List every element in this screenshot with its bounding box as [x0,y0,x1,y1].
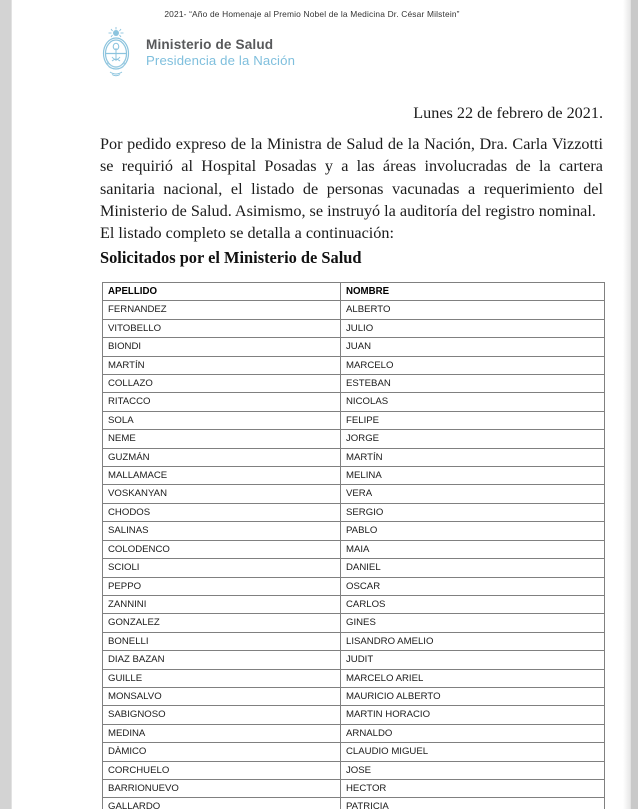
table-row [103,485,605,503]
cell-apellido: SALINAS [103,522,341,540]
vaccinated-list-table-wrapper [102,282,604,809]
national-year-legend: 2021- “Año de Homenaje al Premio Nobel de la Medicina Dr. César Milstein” [164,9,460,19]
ministry-name: Ministerio de Salud [146,36,274,52]
cell-apellido: VOSKANYAN [103,485,341,503]
cell-nombre: JUAN [341,338,605,356]
cell-nombre: ALBERTO [341,301,605,319]
cell-nombre: CLAUDIO MIGUEL [341,743,605,761]
cell-apellido: CORCHUELO [103,761,341,779]
cell-apellido: SOLA [103,411,341,429]
presidency-name: Presidencia de la Nación [146,52,296,68]
document-date: Lunes 22 de febrero de 2021. [413,104,603,122]
cell-nombre: FELIPE [341,411,605,429]
table-row [103,669,605,687]
cell-nombre: GINES [341,614,605,632]
cell-nombre: JOSE [341,761,605,779]
ministry-logo [95,26,295,79]
cell-nombre: OSCAR [341,577,605,595]
cell-apellido: DÀMICO [103,743,341,761]
table-row [103,724,605,742]
body-paragraph-2: El listado completo se detalla a continuación: [100,224,394,242]
cell-apellido: SCIOLI [103,559,341,577]
vaccinated-list-table [102,282,605,809]
table-row [103,540,605,558]
table-row [103,779,605,797]
cell-apellido: BONELLI [103,632,341,650]
column-header-apellido: APELLIDO [103,283,341,301]
cell-apellido: RITACCO [103,393,341,411]
cell-nombre: JULIO [341,319,605,337]
table-header-row [103,283,605,301]
table-body [103,301,605,809]
table-row [103,503,605,521]
cell-nombre: MARTÍN [341,448,605,466]
cell-nombre: MARTIN HORACIO [341,706,605,724]
cell-nombre: SERGIO [341,503,605,521]
cell-nombre: NICOLAS [341,393,605,411]
cell-nombre: PATRICIA [341,798,605,809]
table-row [103,522,605,540]
cell-apellido: BIONDI [103,338,341,356]
cell-nombre: MARCELO [341,356,605,374]
table-row [103,761,605,779]
table-row [103,651,605,669]
body-paragraph-1: Por pedido expreso de la Ministra de Salud de la Nación, Dra. Carla Vizzotti se requirió al Hospital Posadas y a las áreas involucradas de la cartera sanitaria nacional, el listado de personas vacunadas a requerimiento del Ministerio de Salud. Asimismo, se instruyó la auditoría del registro nominal. [100,135,603,221]
cell-nombre: MELINA [341,467,605,485]
table-row [103,411,605,429]
cell-apellido: GUZMÁN [103,448,341,466]
document-page [12,0,630,809]
cell-nombre: LISANDRO AMELIO [341,632,605,650]
cell-apellido: FERNANDEZ [103,301,341,319]
argentina-coat-of-arms-icon [95,26,137,79]
cell-nombre: DANIEL [341,559,605,577]
cell-apellido: BARRIONUEVO [103,779,341,797]
cell-apellido: GUILLE [103,669,341,687]
cell-apellido: ZANNINI [103,595,341,613]
page-left-margin-strip [0,0,12,809]
table-row [103,301,605,319]
cell-nombre: MAIA [341,540,605,558]
table-row [103,356,605,374]
cell-apellido: MEDINA [103,724,341,742]
column-header-nombre: NOMBRE [341,283,605,301]
table-row [103,595,605,613]
cell-apellido: CHODOS [103,503,341,521]
cell-nombre: HECTOR [341,779,605,797]
cell-nombre: ESTEBAN [341,375,605,393]
table-row [103,706,605,724]
cell-nombre: ARNALDO [341,724,605,742]
cell-apellido: DIAZ BAZAN [103,651,341,669]
cell-nombre: JUDIT [341,651,605,669]
cell-apellido: GALLARDO [103,798,341,809]
cell-apellido: SABIGNOSO [103,706,341,724]
table-row [103,632,605,650]
table-row [103,319,605,337]
list-subtitle: Solicitados por el Ministerio de Salud [100,248,362,267]
table-row [103,559,605,577]
table-row [103,375,605,393]
table-row [103,798,605,809]
cell-apellido: COLLAZO [103,375,341,393]
table-row [103,393,605,411]
cell-nombre: MARCELO ARIEL [341,669,605,687]
cell-apellido: COLODENCO [103,540,341,558]
table-row [103,467,605,485]
cell-apellido: MONSALVO [103,687,341,705]
table-row [103,338,605,356]
cell-nombre: VERA [341,485,605,503]
cell-nombre: PABLO [341,522,605,540]
cell-apellido: PEPPO [103,577,341,595]
table-row [103,448,605,466]
table-row [103,687,605,705]
cell-apellido: NEME [103,430,341,448]
ministry-logo-text [146,37,295,69]
cell-nombre: JORGE [341,430,605,448]
table-row [103,430,605,448]
cell-nombre: CARLOS [341,595,605,613]
cell-nombre: MAURICIO ALBERTO [341,687,605,705]
cell-apellido: GONZALEZ [103,614,341,632]
cell-apellido: MALLAMACE [103,467,341,485]
table-row [103,743,605,761]
cell-apellido: MARTÍN [103,356,341,374]
table-row [103,577,605,595]
cell-apellido: VITOBELLO [103,319,341,337]
table-row [103,614,605,632]
